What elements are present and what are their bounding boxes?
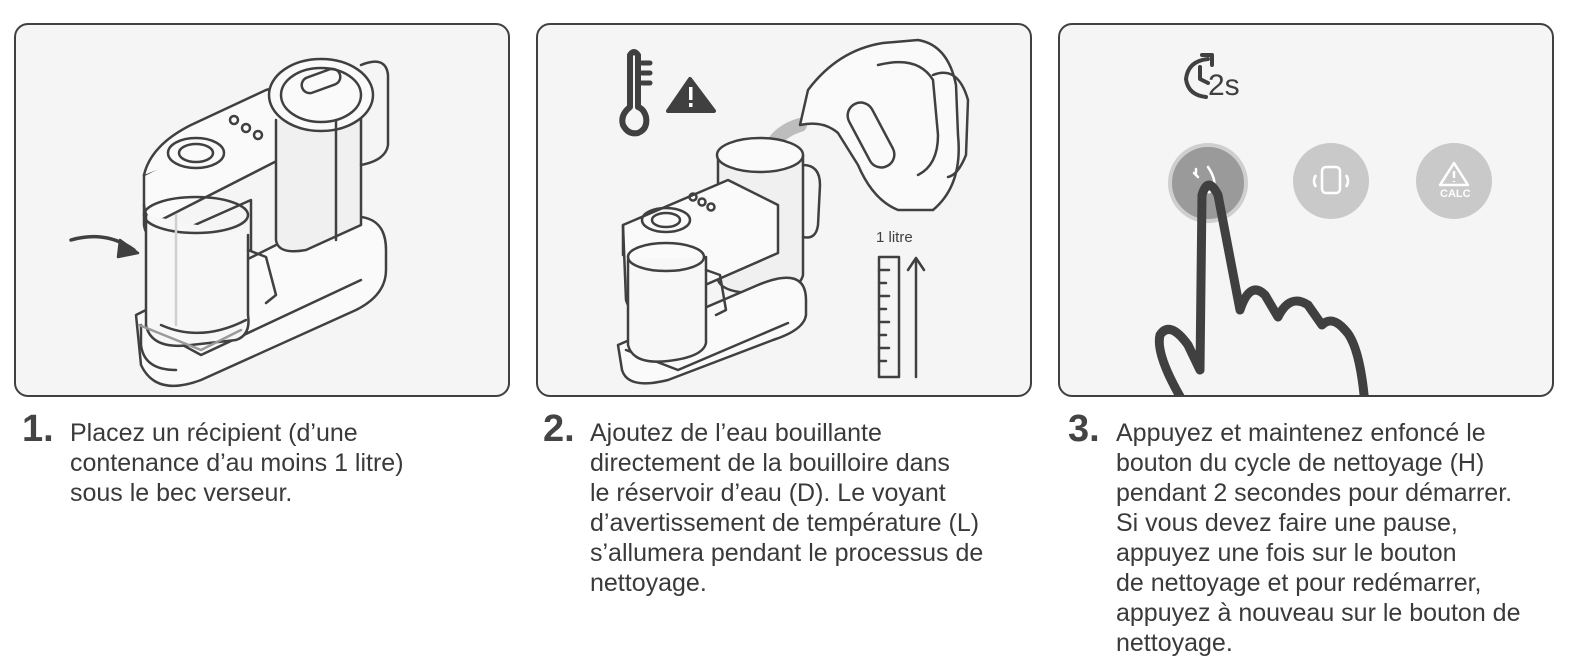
kettle-pouring-illustration bbox=[538, 25, 1032, 397]
descale-button[interactable] bbox=[1293, 143, 1369, 219]
coffee-machine-with-carafe-illustration bbox=[16, 25, 510, 397]
calc-label: CALC bbox=[1440, 188, 1471, 200]
step-instruction: Placez un récipient (d’une contenance d’au moins 1 litre) sous le bec verseur. bbox=[70, 419, 404, 507]
hand-pressing-button-illustration bbox=[1060, 25, 1554, 397]
step-number: 2. bbox=[543, 408, 575, 450]
thermometer-icon bbox=[622, 52, 650, 133]
step-number: 3. bbox=[1068, 408, 1100, 450]
illustration-panel-1 bbox=[14, 23, 510, 397]
step-instruction: Ajoutez de l’eau bouillante directement de la bouilloire dans le réservoir d’eau (D). Le voyant d’avertissement de température (L) s’allumera pendant le processus de nettoyage. bbox=[590, 419, 984, 597]
illustration-panel-2 bbox=[536, 23, 1032, 397]
illustration-panel-3 bbox=[1058, 23, 1554, 397]
step-number: 1. bbox=[22, 408, 54, 450]
calc-warning-button[interactable] bbox=[1416, 143, 1492, 219]
step-instruction: Appuyez et maintenez enfoncé le bouton du cycle de nettoyage (H) pendant 2 secondes pour démarrer. Si vous devez faire une pause, appuyez une fois sur le bouton de nettoyage et pour redémarrer, appuyez à nouveau sur le bouton de nettoyage. bbox=[1116, 419, 1521, 657]
measure-label: 1 litre bbox=[876, 229, 913, 246]
hold-time-label: 2s bbox=[1208, 69, 1240, 102]
warning-triangle-icon bbox=[668, 79, 714, 111]
